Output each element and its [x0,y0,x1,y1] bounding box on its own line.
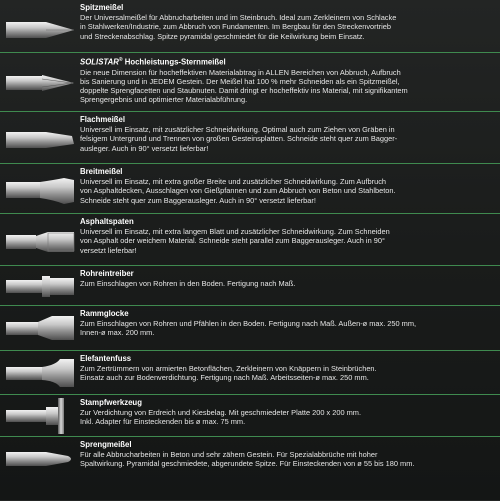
tamping-tool-icon [4,396,76,436]
tool-row-rohreintreiber [0,265,500,306]
registered-mark: ® [118,57,123,63]
tool-description: Universell im Einsatz, mit extra langem Blatt und zusätzlicher Schneidwirkung. Zum Schneiden von Asphalt oder weichem Material. Schneide steht parallel zum Baggerausleger. Auch in 90° versetzt lieferbar! [80,227,390,255]
brand-name: SOLISTAR [80,57,119,67]
tool-title: Elefantenfuss [80,354,132,363]
tool-description: Universell im Einsatz, mit zusätzlicher Schneidwirkung. Optimal auch zum Ziehen von Gräben in felsigem Untergrund und Trennen von großen Gesteinsplatten. Schneide steht quer zum Bagger- ausleger. Auch in 90° versetzt lieferbar! [80,125,398,153]
flat-chisel-icon [4,120,76,160]
tool-title: Spitzmeißel [80,3,124,12]
tool-row-asphaltspaten [0,213,500,266]
pipe-driver-icon [4,266,76,306]
tool-description: Zum Zertrümmern von armierten Betonflächen, Zerkleinern von Knäppern in Steinbrüchen. Einsatz auch zur Bodenverdichtung. Fertigung nach Maß. Arbeitsseiten-ø max. 250 mm. [80,364,377,383]
tool-description: Die neue Dimension für hocheffektiven Materialabtrag in ALLEN Bereichen von Abbruch, Aufbruch bis Sanierung und in JEDEM Gestein. Der Meißel hat 100 % mehr Schneiden als ein Spitzmeißel, doppelte Sprengfacetten und Staubnuten. Damit dringt er hocheffektiv ins Material, mit signifikantem Sprengergebnis und optimierter Materialabführung. [80,67,408,105]
tool-title-rest: Hochleistungs-Sternmeißel [122,57,226,67]
tool-row-elefantenfuss [0,350,500,395]
tool-description: Zum Einschlagen von Rohren in den Boden. Fertigung nach Maß. [80,279,296,288]
pyramid-point-chisel-icon [4,10,76,50]
tool-title: Breitmeißel [80,167,123,176]
ram-bell-icon [4,308,76,348]
tool-row-spitzmeissel [0,0,500,52]
tool-row-breitmeissel [0,163,500,214]
tool-description: Der Universalmeißel für Abbrucharbeiten und im Steinbruch. Ideal zum Zerkleinern von Schlacke in Stahlwerken/Industrie, zum Abbruch von Fundamenten. Im Bergbau für den Streckenvortrieb und Streckenabschlag. Spitze pyramidal geschmiedet für die Keilwirkung beim Einsatz. [80,13,397,41]
tool-row-stampfwerkzeug [0,394,500,437]
tool-title: Stampfwerkzeug [80,398,142,407]
asphalt-spade-icon [4,222,76,262]
blasting-chisel-icon [4,439,76,479]
tool-title: Flachmeißel [80,115,126,124]
tool-row-flachmeissel [0,111,500,164]
tool-title: Asphaltspaten [80,217,134,226]
elephant-foot-icon [4,353,76,393]
tool-description: Für alle Abbrucharbeiten in Beton und sehr zähem Gestein. Für Spezialabbrüche mit hoher Spaltwirkung. Pyramidal geschmiedete, abgerundete Spitze. Für Einsteckenden von ø 55 bis 180 mm. [80,450,415,469]
tool-title: Rohreintreiber [80,269,134,278]
tool-title: Rammglocke [80,309,129,318]
tool-description: Universell im Einsatz, mit extra großer Breite und zusätzlicher Schneidwirkung. Zum Aufbruch von Asphaltdecken, Ausschlagen von Gießpfannen und zum Abbruch von Beton und Stahlbeton. Schneide steht quer zum Baggerausleger. Auch in 90° versetzt lieferbar! [80,177,396,205]
tool-row-sprengmeissel [0,436,500,501]
tool-description: Zur Verdichtung von Erdreich und Kiesbelag. Mit geschmiedeter Platte 200 x 200 mm. Inkl. Adapter für Einsteckenden bis ø max. 75 mm. [80,408,361,427]
star-point-chisel-icon [4,63,76,103]
tool-row-solistar [0,52,500,112]
tool-row-rammglocke [0,305,500,351]
tool-description: Zum Einschlagen von Rohren und Pfählen in den Boden. Fertigung nach Maß. Außen-ø max. 250 mm, Innen-ø max. 200 mm. [80,319,417,338]
wide-chisel-icon [4,170,76,210]
tool-title [80,56,496,67]
tool-title: Sprengmeißel [80,440,132,449]
